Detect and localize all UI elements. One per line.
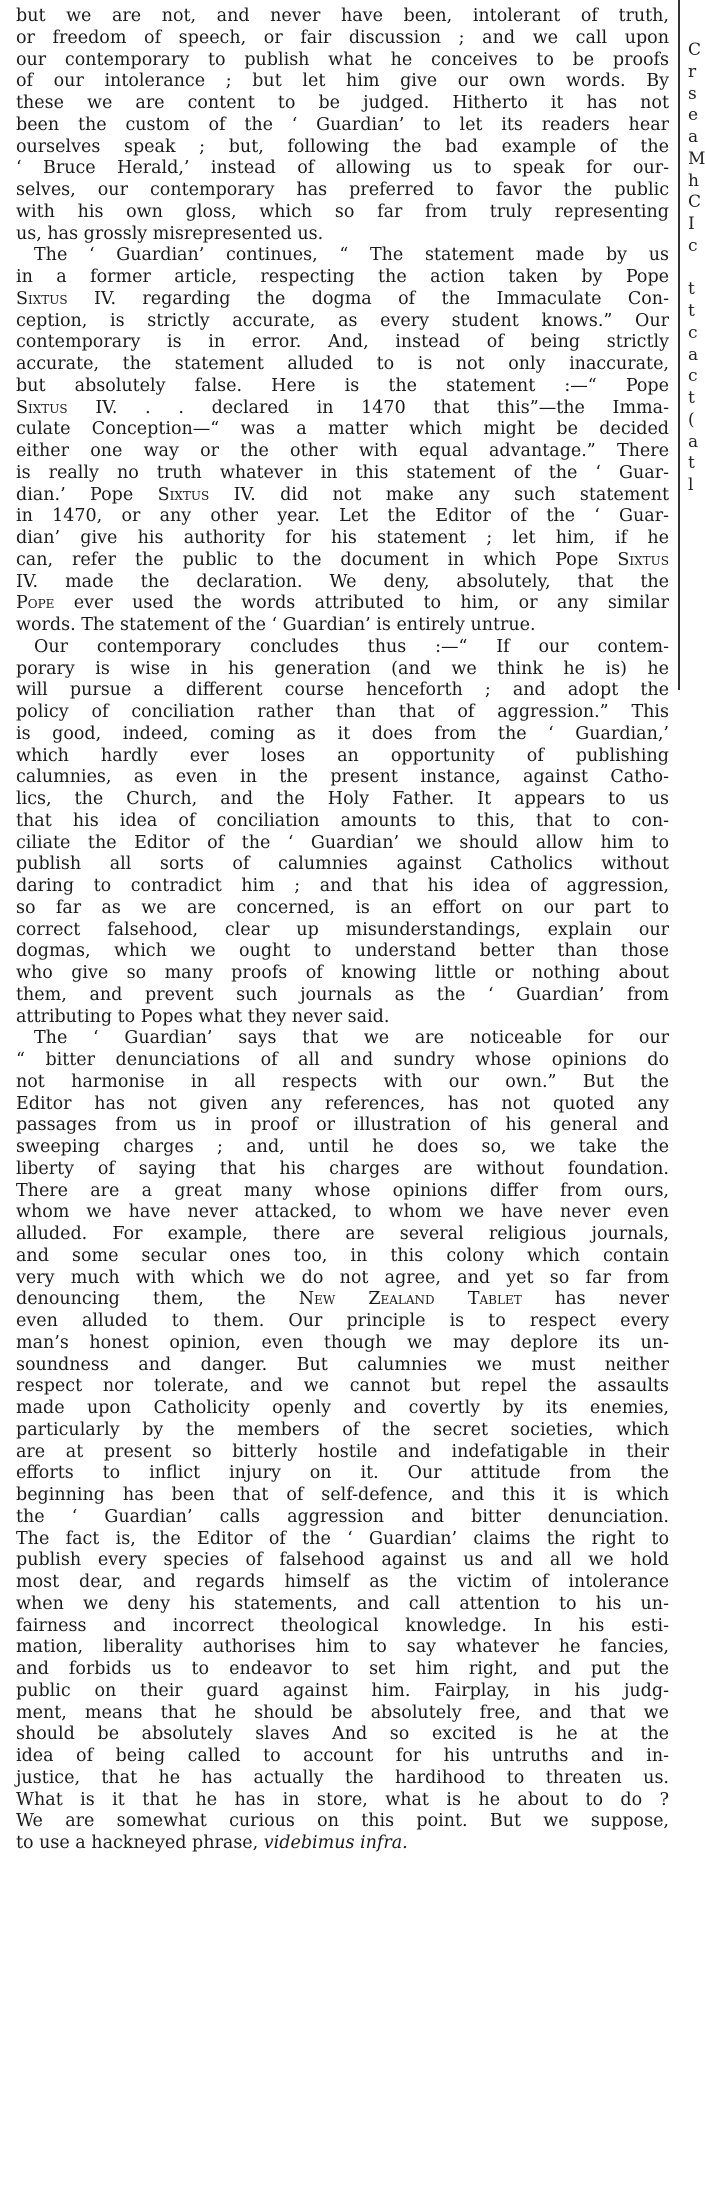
adjacent-column-letter: c xyxy=(688,235,698,256)
text-line: Editor has not given any references, has not quoted any xyxy=(16,1093,669,1114)
text-line: dogmas, which we ought to understand better than those xyxy=(16,941,669,962)
text-line: will pursue a different course henceforth ; and adopt the xyxy=(16,680,669,701)
text-line: is really no truth whatever in this statement of the ‘ Guar- xyxy=(16,462,669,483)
text-line: Sixtus IV. regarding the dogma of the Immaculate Con- xyxy=(16,288,669,309)
text-line: made upon Catholicity openly and covertly by its enemies, xyxy=(16,1398,669,1418)
text-line: of our intolerance ; but let him give our own words. By xyxy=(16,71,669,92)
text-line: in 1470, or any other year. Let the Editor of the ‘ Guar- xyxy=(16,506,669,527)
text-line: The fact is, the Editor of the ‘ Guardian’ claims the right to xyxy=(16,1528,669,1549)
text-line: and some secular ones too, in this colony which contain xyxy=(16,1245,669,1266)
text-line: passages from us in proof or illustration of his general and xyxy=(16,1115,669,1136)
text-line: very much with which we do not agree, and yet so far from xyxy=(16,1267,669,1288)
adjacent-column-letter: h xyxy=(688,170,699,191)
closing-latin-phrase: videbimus infra. xyxy=(263,1833,408,1853)
adjacent-column-letter: t xyxy=(688,388,695,408)
text-line: attributing to Popes what they never said. xyxy=(16,1006,390,1027)
adjacent-column-letter: t xyxy=(688,453,695,474)
adjacent-column-letter: t xyxy=(688,301,695,321)
article-paragraph xyxy=(16,245,669,637)
text-line: man’s honest opinion, even though we may deplore its un- xyxy=(16,1332,669,1353)
text-line: us, has grossly misrepresented us. xyxy=(16,223,324,244)
text-line: sweeping charges ; and, until he does so, we take the xyxy=(16,1137,669,1157)
text-line: mation, liberality authorises him to say whatever he fancies, xyxy=(16,1637,669,1658)
text-line: efforts to inflict injury on it. Our attitude from the xyxy=(16,1463,669,1484)
text-line: lics, the Church, and the Holy Father. It appears to us xyxy=(16,789,669,809)
text-line: been the custom of the ‘ Guardian’ to let its readers hear xyxy=(16,114,669,135)
text-line: publish every species of falsehood against us and all we hold xyxy=(16,1550,669,1571)
text-line: but we are not, and never have been, intolerant of truth, xyxy=(16,6,669,26)
text-line: ception, is strictly accurate, as every student knows.” Our xyxy=(16,310,669,331)
text-line: policy of conciliation rather than that of aggression.” This xyxy=(16,702,669,722)
text-line: ment, means that he should be absolutely free, and that we xyxy=(16,1702,669,1723)
adjacent-column-fragment xyxy=(688,40,705,497)
text-line: that his idea of conciliation amounts to this, that to con- xyxy=(16,810,669,831)
text-line: them, and prevent such journals as the ‘ Guardian’ from xyxy=(16,984,669,1005)
text-line: ciliate the Editor of the ‘ Guardian’ we should allow him to xyxy=(16,832,669,853)
text-line: dian’ give his authority for his statement ; let him, if he xyxy=(16,528,669,548)
text-line: correct falsehood, clear up misunderstandings, explain our xyxy=(16,919,669,940)
text-line: What is it that he has in store, what is he about to do ? xyxy=(16,1789,669,1810)
article-paragraph xyxy=(16,637,669,1029)
text-line: and forbids us to endeavor to set him right, and put the xyxy=(16,1659,669,1679)
text-line: The ‘ Guardian’ continues, “ The statement made by us xyxy=(34,245,669,266)
text-line: publish all sorts of calumnies against Catholics without xyxy=(16,854,669,875)
text-line: The ‘ Guardian’ says that we are noticeable for our xyxy=(34,1028,669,1049)
adjacent-column-letter: r xyxy=(688,61,697,82)
text-line: There are a great many whose opinions differ from ours, xyxy=(16,1180,669,1201)
text-line: calumnies, as even in the present instance, against Catho- xyxy=(16,767,669,788)
text-line: when we deny his statements, and call attention to his un- xyxy=(16,1593,669,1614)
text-line: contemporary is in error. And, instead of being strictly xyxy=(16,332,669,353)
text-line: which hardly ever loses an opportunity of publishing xyxy=(16,745,669,766)
text-line: can, refer the public to the document in which Pope Sixtus xyxy=(16,549,669,570)
adjacent-column-letter: ( xyxy=(688,409,695,430)
article-column xyxy=(16,6,669,1855)
text-line: public on their guard against him. Fairplay, in his judg- xyxy=(16,1680,669,1701)
article-paragraph xyxy=(16,1028,669,1855)
text-line: are at present so bitterly hostile and indefatigable in their xyxy=(16,1441,669,1462)
text-line: beginning has been that of self-defence, and this it is which xyxy=(16,1485,669,1505)
adjacent-column-letter: a xyxy=(688,431,699,452)
text-line: fairness and incorrect theological knowledge. In his esti- xyxy=(16,1615,669,1636)
adjacent-column-letter: t xyxy=(688,279,695,300)
text-line: in a former article, respecting the action taken by Pope xyxy=(16,267,669,287)
text-line: daring to contradict him ; and that his idea of aggression, xyxy=(16,876,669,896)
adjacent-column-letter: C xyxy=(688,40,702,60)
text-line: “ bitter denunciations of all and sundry whose opinions do xyxy=(16,1050,669,1070)
text-line: should be absolutely slaves And so excited is he at the xyxy=(16,1724,669,1745)
text-line: our contemporary to publish what he conceives to be proofs xyxy=(16,49,669,70)
text-line: but absolutely false. Here is the statement :—“ Pope xyxy=(16,375,669,396)
text-line: whom we have never attacked, to whom we have never even xyxy=(16,1202,669,1223)
text-line: alluded. For example, there are several religious journals, xyxy=(16,1224,669,1244)
text-line: is good, indeed, coming as it does from the ‘ Guardian,’ xyxy=(16,723,669,744)
text-line: who give so many proofs of knowing little or nothing about xyxy=(16,963,669,983)
text-line: with his own gloss, which so far from truly representing xyxy=(16,201,669,222)
adjacent-column-letter: C xyxy=(688,192,702,213)
adjacent-column-letter: c xyxy=(688,322,698,343)
text-line: IV. made the declaration. We deny, absolutely, that the xyxy=(16,571,669,592)
text-line: ‘ Bruce Herald,’ instead of allowing us to speak for our- xyxy=(16,158,669,179)
text-line: Our contemporary concludes thus :—“ If our contem- xyxy=(34,636,669,657)
text-line: porary is wise in his generation (and we think he is) he xyxy=(16,658,669,679)
adjacent-column-letter: a xyxy=(688,127,699,147)
text-line: soundness and danger. But calumnies we must neither xyxy=(16,1354,669,1375)
column-rule xyxy=(678,0,680,690)
article-paragraph xyxy=(16,6,669,245)
adjacent-column-letter: M xyxy=(688,148,705,169)
adjacent-column-letter: c xyxy=(688,366,698,387)
adjacent-column-letter: e xyxy=(688,105,699,126)
adjacent-column-letter: I xyxy=(688,214,695,234)
text-line: respect nor tolerate, and we cannot but repel the assaults xyxy=(16,1376,669,1397)
adjacent-column-letter: a xyxy=(688,344,699,365)
text-line: to use a hackneyed phrase, videbimus infra. xyxy=(16,1833,408,1853)
text-line: selves, our contemporary has preferred to favor the public xyxy=(16,180,669,200)
text-line: so far as we are concerned, is an effort on our part to xyxy=(16,897,669,918)
adjacent-column-letter: l xyxy=(688,475,694,495)
text-line: Pope ever used the words attributed to him, or any similar xyxy=(16,593,669,614)
text-line: culate Conception—“ was a matter which might be decided xyxy=(16,419,669,440)
text-line: or freedom of speech, or fair discussion ; and we call upon xyxy=(16,27,669,48)
text-line: even alluded to them. Our principle is to respect every xyxy=(16,1311,669,1331)
text-line: either one way or the other with equal advantage.” There xyxy=(16,441,669,461)
text-line: ourselves speak ; but, following the bad example of the xyxy=(16,136,669,157)
text-line: denouncing them, the New Zealand Tablet has never xyxy=(16,1289,670,1310)
text-line: dian.’ Pope Sixtus IV. did not make any such statement xyxy=(16,484,669,505)
text-line: idea of being called to account for his untruths and in- xyxy=(16,1746,669,1766)
text-line: Sixtus IV. . . declared in 1470 that this”—the Imma- xyxy=(16,397,669,418)
text-line: liberty of saying that his charges are without foundation. xyxy=(16,1158,669,1179)
text-line: justice, that he has actually the hardihood to threaten us. xyxy=(16,1767,669,1788)
text-line: particularly by the members of the secret societies, which xyxy=(16,1419,669,1440)
text-line: words. The statement of the ‘ Guardian’ is entirely untrue. xyxy=(16,615,536,635)
text-line: the ‘ Guardian’ calls aggression and bitter denunciation. xyxy=(16,1506,669,1527)
text-line: most dear, and regards himself as the victim of intolerance xyxy=(16,1572,669,1592)
text-line: We are somewhat curious on this point. But we suppose, xyxy=(16,1811,669,1832)
text-line: accurate, the statement alluded to is not only inaccurate, xyxy=(16,354,669,374)
adjacent-column-letter xyxy=(688,258,700,280)
text-line: not harmonise in all respects with our own.” But the xyxy=(16,1071,669,1092)
adjacent-column-letter: s xyxy=(688,83,697,104)
text-line: these we are content to be judged. Hitherto it has not xyxy=(16,93,669,113)
